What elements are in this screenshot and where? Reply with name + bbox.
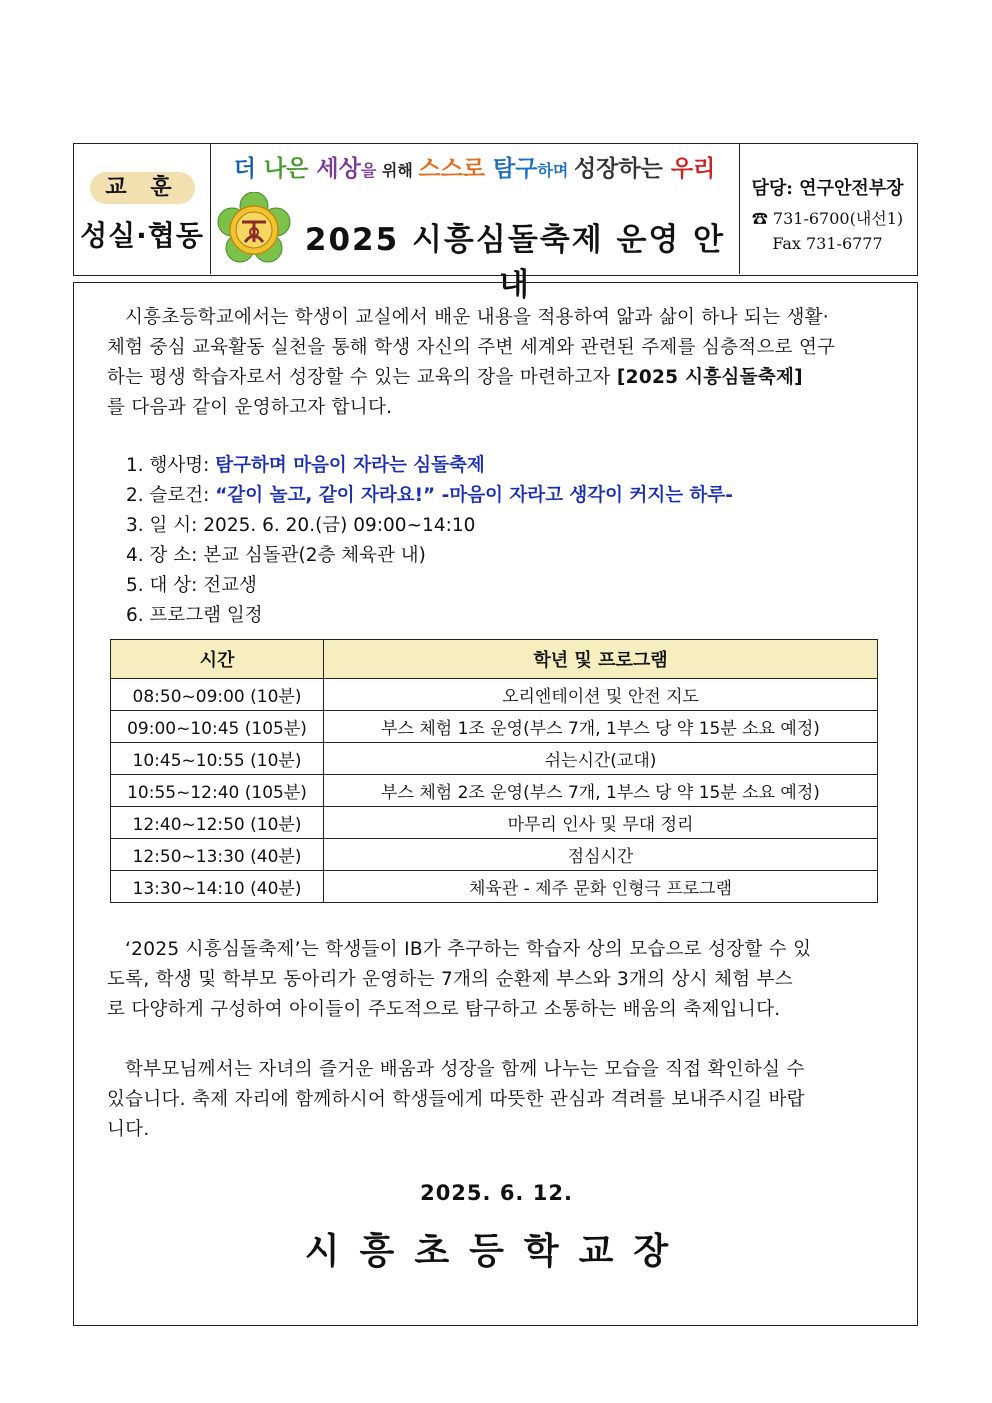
table-row [111,711,878,743]
time-cell: 12:40~12:50 (10분) [111,807,324,839]
contact-person: 담당: 연구안전부장 [751,178,904,199]
document-body [73,282,918,1326]
detail-label: 2. 슬로건: [126,485,216,506]
column-header: 시간 [111,640,324,679]
vision-word: 스스로 [418,156,494,182]
table-row [111,679,878,711]
time-cell: 12:50~13:30 (40분) [111,839,324,871]
column-header: 학년 및 프로그램 [324,640,878,679]
text-line: 도록, 학생 및 학부모 동아리가 운영하는 7개의 순환제 부스와 3개의 상시 체험 부스 [107,969,793,990]
text-run: 하는 평생 학습자로서 성장할 수 있는 교육의 장을 마련하고자 [107,367,617,388]
motto-text: 성실·협동 [80,219,204,252]
event-details [126,451,733,631]
detail-label: 4. 장 소: [126,545,204,566]
vision-word: 더 [233,156,264,182]
text-line: ‘2025 시흥심돌축제’는 학생들이 IB가 추구하는 학습자 상의 모습으로 성장할 수 있 [125,939,812,960]
program-cell: 오리엔테이션 및 안전 지도 [324,679,878,711]
parent-invitation [107,1055,887,1145]
program-cell: 부스 체험 2조 운영(부스 7개, 1부스 당 약 15분 소요 예정) [324,775,878,807]
phone-number: ☎ 731-6700(내선1) [751,209,904,228]
table-row [111,775,878,807]
vision-word: 우리 [670,156,716,182]
motto-cell [74,144,211,274]
table-header-row [111,640,878,679]
document-title: 2025 시흥심돌축제 운영 안내 [304,222,726,303]
detail-label: 6. 프로그램 일정 [126,605,263,626]
table-row [111,743,878,775]
schedule-table [110,639,878,903]
program-cell: 부스 체험 1조 운영(부스 7개, 1부스 당 약 15분 소요 예정) [324,711,878,743]
detail-value: 본교 심돌관(2층 체육관 내) [203,545,426,566]
time-cell: 10:55~12:40 (105분) [111,775,324,807]
letterhead [73,143,918,303]
time-cell: 10:45~10:55 (10분) [111,743,324,775]
program-cell: 점심시간 [324,839,878,871]
program-cell: 체육관 - 제주 문화 인형극 프로그램 [324,871,878,903]
text-line: 로 다양하게 구성하여 아이들이 주도적으로 탐구하고 소통하는 배움의 축제입니다. [107,999,781,1020]
vision-word: 탐구 [493,156,538,182]
detail-item [126,601,733,631]
vision-word: 위해 [381,161,419,180]
detail-item [126,571,733,601]
detail-value: 탐구하며 마음이 자라는 심돌축제 [215,455,485,476]
festival-description [107,935,887,1025]
table-row [111,839,878,871]
program-cell: 쉬는시간(교대) [324,743,878,775]
detail-value: “같이 놀고, 같이 자라요!” -마음이 자라고 생각이 커지는 하루- [215,485,733,506]
detail-label: 3. 일 시: [126,515,204,536]
vision-word: 하며 [537,161,574,180]
table-row [111,871,878,903]
signer: 시흥초등학교장 [304,1231,689,1272]
table-row [111,807,878,839]
festival-name: [2025 시흥심돌축제] [616,367,803,388]
title-cell [210,144,740,303]
detail-label: 1. 행사명: [126,455,216,476]
text-line: 체험 중심 교육활동 실천을 통해 학생 자신의 주변 세계와 관련된 주제를 심층적으로 연구 [107,337,836,358]
time-cell: 09:00~10:45 (105분) [111,711,324,743]
detail-item [126,541,733,571]
contact-cell [739,144,916,274]
issue-date: 2025. 6. 12. [420,1181,573,1205]
detail-label: 5. 대 상: [126,575,204,596]
detail-item [126,481,733,511]
text-line: 학부모님께서는 자녀의 즐거운 배움과 성장을 함께 나누는 모습을 직접 확인하실 수 [125,1059,805,1080]
text-line [107,363,887,393]
detail-value: 2025. 6. 20.(금) 09:00~14:10 [203,515,476,536]
school-emblem-icon [216,192,292,268]
intro-paragraph [107,303,887,423]
motto-label: 교 훈 [90,172,195,204]
fax-number: Fax 731-6777 [772,234,883,253]
text-line: 있습니다. 축제 자리에 함께하시어 학생들에게 따뜻한 관심과 격려를 보내주시길 바랍 [107,1089,805,1110]
vision-word: 성장하는 [573,156,671,182]
school-vision [214,150,735,183]
program-cell: 마무리 인사 및 무대 정리 [324,807,878,839]
time-cell: 08:50~09:00 (10분) [111,679,324,711]
time-cell: 13:30~14:10 (40분) [111,871,324,903]
text-line: 시흥초등학교에서는 학생이 교실에서 배운 내용을 적용하여 앎과 삶이 하나 되는 생활· [125,307,829,328]
vision-word: 나은 [263,156,317,182]
detail-item [126,511,733,541]
detail-item [126,451,733,481]
text-line: 니다. [107,1119,150,1140]
vision-word: 세상 [316,156,361,182]
text-line: 를 다음과 같이 운영하고자 합니다. [107,397,393,418]
detail-value: 전교생 [203,575,257,596]
vision-word: 을 [360,161,382,180]
